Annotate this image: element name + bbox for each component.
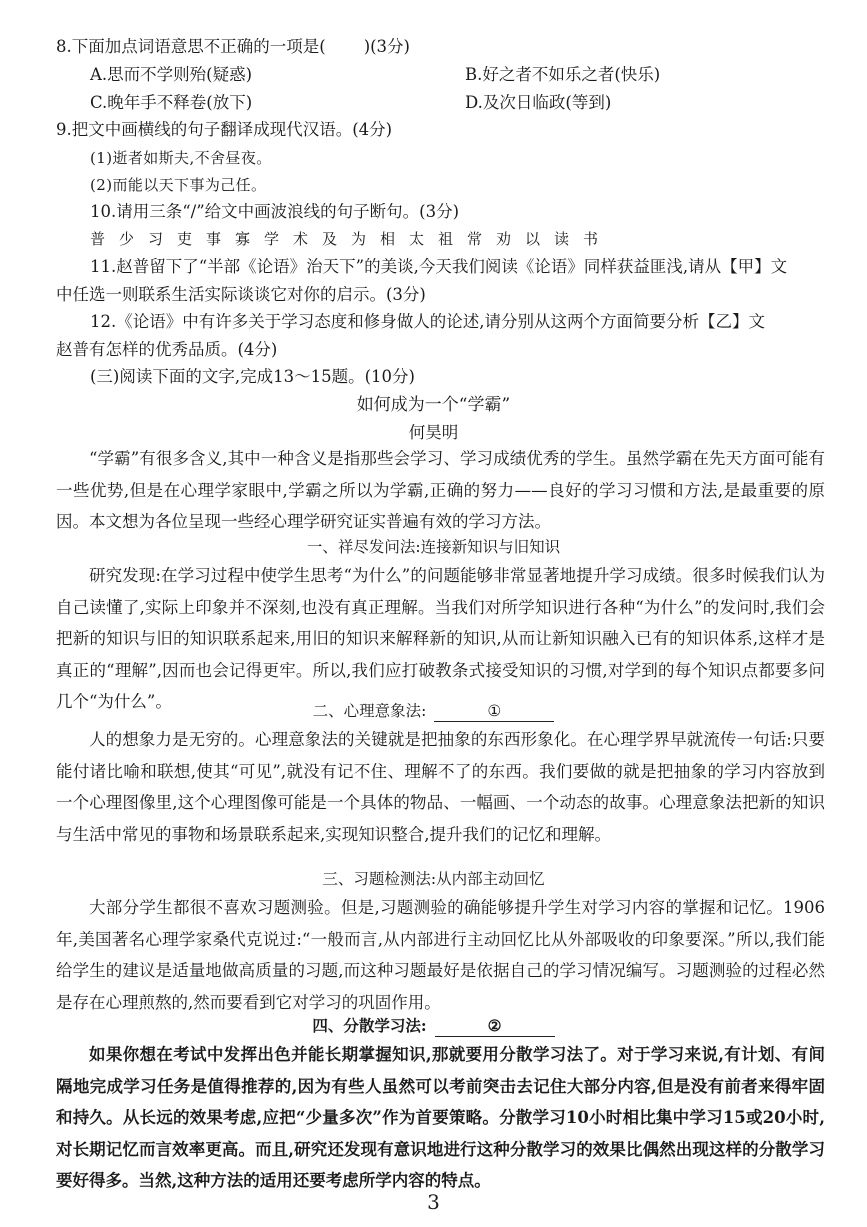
- q8-option-d: D.及次日临政(等到): [465, 93, 612, 112]
- article-author: 何昊明: [408, 423, 459, 442]
- q8-option-a: A.思而不学则殆(疑惑): [90, 65, 253, 84]
- paragraph-4: 如果你想在考试中发挥出色并能长期掌握知识,那就要用分散学习法了。对于学习来说,有计划、有间隔地完成学习任务是值得推荐的,因为有些人虽然可以考前突击去记住大部分内容,但是没有前者来得牢固和持久。从长远的效果考虑,应把“少量多次”作为首要策略。分散学习10小时相比集中学习15或20小时,对长期记忆而言效率更高。而且,研究还发现有意识地进行这种分散学习的效果比偶然出现这样的分散学习要好得多。当然,这种方法的适用还要考虑所学内容的特点。: [56, 1045, 825, 1190]
- heading-3: 三、习题检测法:从内部主动回忆: [322, 870, 545, 888]
- heading-4: [0, 1013, 867, 1039]
- section-3-heading: (三)阅读下面的文字,完成13～15题。(10分): [90, 367, 415, 386]
- heading-2: [0, 698, 867, 724]
- paragraph-3: 大部分学生都很不喜欢习题测验。但是,习题测验的确能够提升学生对学习内容的掌握和记忆。1906年,美国著名心理学家桑代克说过:“一般而言,从内部进行主动回忆比从外部吸收的印象要深。”所以,我们能给学生的建议是适量地做高质量的习题,而这种习题最好是依据自己的学习情况编写。习题测验的过程必然是存在心理煎熬的,然而要看到它对学习的巩固作用。: [56, 898, 825, 1012]
- q9-stem: 9.把文中画横线的句子翻译成现代汉语。(4分): [56, 120, 393, 139]
- article-intro: “学霸”有很多含义,其中一种含义是指那些会学习、学习成绩优秀的学生。虽然学霸在先天方面可能有一些优势,但是在心理学家眼中,学霸之所以为学霸,正确的努力——良好的学习习惯和方法,是最重要的原因。本文想为各位呈现一些经心理学研究证实普遍有效的学习方法。: [56, 449, 825, 531]
- q8-score: )(3分): [363, 37, 410, 56]
- q10-sentence: 普少习吏事寡学术及为相太祖常劝以读书: [90, 230, 613, 248]
- q10-stem: 10.请用三条“/”给文中画波浪线的句子断句。(3分): [90, 202, 460, 221]
- q8-option-c: C.晚年手不释卷(放下): [90, 93, 253, 112]
- q8-stem: [56, 34, 825, 60]
- paragraph-1: 研究发现:在学习过程中使学生思考“为什么”的问题能够非常显著地提升学习成绩。很多时候我们认为自己读懂了,实际上印象并不深刻,也没有真正理解。当我们对所学知识进行各种“为什么”的发问时,我们会把新的知识与旧的知识联系起来,用旧的知识来解释新的知识,从而让新知识融入已有的知识体系,这样才是真正的“理解”,因而也会记得更牢。所以,我们应打破教条式接受知识的习惯,对学到的每个知识点都要多问几个“为什么”。: [56, 566, 825, 711]
- q8-stem-text: 8.下面加点词语意思不正确的一项是(: [56, 37, 326, 56]
- page-number: 3: [427, 1190, 440, 1214]
- q11-line-1: 11.赵普留下了“半部《论语》治天下”的美谈,今天我们阅读《论语》同样获益匪浅,请从【甲】文: [90, 257, 788, 276]
- heading-4-text: 四、分散学习法:: [312, 1016, 427, 1035]
- paragraph-2: 人的想象力是无穷的。心理意象法的关键就是把抽象的东西形象化。在心理学界早就流传一句话:只要能付诸比喻和联想,使其“可见”,就没有记不住、理解不了的东西。我们要做的就是把抽象的学习内容放到一个心理图像里,这个心理图像可能是一个具体的物品、一幅画、一个动态的故事。心理意象法把新的知识与生活中常见的事物和场景联系起来,实现知识整合,提升我们的记忆和理解。: [56, 730, 825, 844]
- heading-2-text: 二、心理意象法:: [312, 702, 427, 720]
- article-title: 如何成为一个“学霸”: [356, 395, 511, 415]
- q9-sentence-2: (2)而能以天下事为己任。: [90, 176, 267, 194]
- q8-option-b: B.好之者不如乐之者(快乐): [465, 65, 661, 84]
- q12-line-2: 赵普有怎样的优秀品质。(4分): [56, 340, 278, 359]
- q9-sentence-1: (1)逝者如斯夫,不舍昼夜。: [90, 149, 272, 167]
- heading-1: 一、祥尽发问法:连接新知识与旧知识: [306, 538, 561, 556]
- q12-line-1: 12.《论语》中有许多关于学习态度和修身做人的论述,请分别从这两个方面简要分析【乙】文: [90, 312, 765, 331]
- q11-line-2: 中任选一则联系生活实际谈谈它对你的启示。(3分): [56, 285, 426, 304]
- fill-blank-2: ②: [435, 1016, 555, 1037]
- fill-blank-1: ①: [434, 701, 554, 722]
